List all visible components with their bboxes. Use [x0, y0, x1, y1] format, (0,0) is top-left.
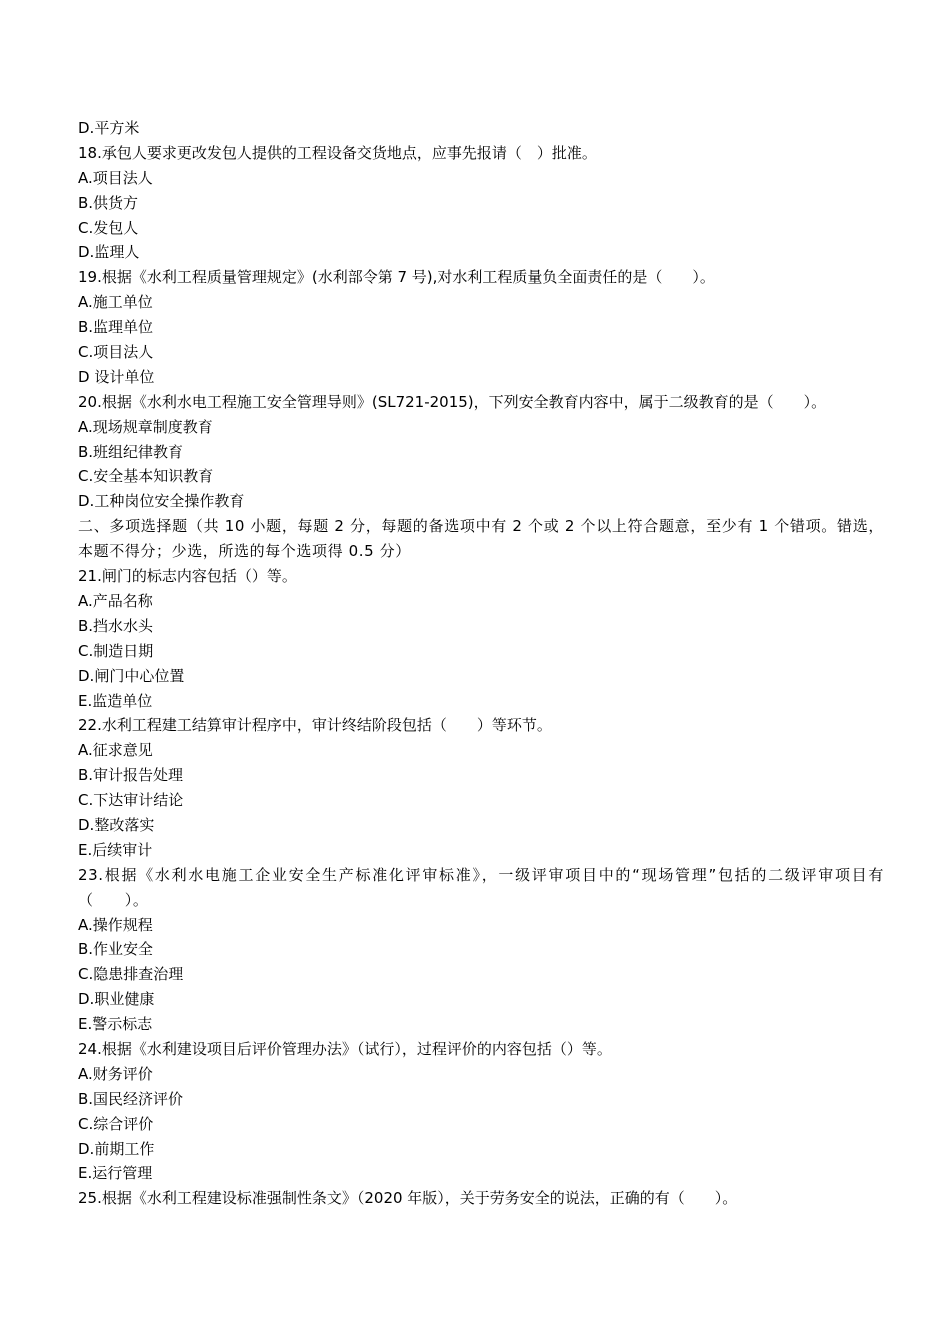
- q20-option-d: D.工种岗位安全操作教育: [78, 492, 245, 511]
- q22-option-e: E.后续审计: [78, 840, 153, 859]
- q21-option-b: B.挡水水头: [78, 616, 154, 635]
- q19-option-d: D 设计单位: [78, 367, 155, 386]
- q23-option-d: D.职业健康: [78, 990, 155, 1009]
- q24-option-b: B.国民经济评价: [78, 1089, 184, 1108]
- q23-option-a: A.操作规程: [78, 915, 153, 934]
- q20-option-a: A.现场规章制度教育: [78, 417, 213, 436]
- q24-option-c: C.综合评价: [78, 1114, 154, 1133]
- q23-option-b: B.作业安全: [78, 940, 154, 959]
- q21-option-e: E.监造单位: [78, 691, 153, 710]
- q23-option-c: C.隐患排查治理: [78, 965, 184, 984]
- q24-option-d: D.前期工作: [78, 1139, 155, 1158]
- q19-option-a: A.施工单位: [78, 293, 153, 312]
- q21-option-a: A.产品名称: [78, 591, 153, 610]
- q22-option-d: D.整改落实: [78, 815, 155, 834]
- q23-stem: 23.根据《水利水电施工企业安全生产标准化评审标准》，一级评审项目中的“现场管理”包括的二级评审项目有（ ）。: [78, 865, 884, 909]
- q21-stem: 21.闸门的标志内容包括（）等。: [78, 567, 297, 586]
- q20-stem: 20.根据《水利水电工程施工安全管理导则》(SL721-2015)，下列安全教育内容中，属于二级教育的是（ ）。: [78, 392, 827, 411]
- q17-option-d: D.平方米: [78, 119, 140, 137]
- q19-option-c: C.项目法人: [78, 343, 154, 362]
- q23-option-e: E.警示标志: [78, 1015, 153, 1034]
- document-page: [78, 116, 884, 1211]
- section-multiple-choice-heading: 二、多项选择题（共 10 小题，每题 2 分，每题的备选项中有 2 个或 2 个以上符合题意，至少有 1 个错项。错选，本题不得分；少选，所选的每个选项得 0.5 分）: [78, 517, 884, 561]
- q19-stem: 19.根据《水利工程质量管理规定》(水利部令第 7 号),对水利工程质量负全面责任的是（ ）。: [78, 268, 715, 287]
- q24-stem: 24.根据《水利建设项目后评价管理办法》（试行），过程评价的内容包括（）等。: [78, 1040, 612, 1059]
- q20-option-b: B.班组纪律教育: [78, 442, 184, 461]
- q21-option-c: C.制造日期: [78, 641, 154, 660]
- q21-option-d: D.闸门中心位置: [78, 666, 185, 685]
- q25-stem: 25.根据《水利工程建设标准强制性条文》（2020 年版），关于劳务安全的说法，正确的有（ ）。: [78, 1189, 738, 1208]
- q22-option-b: B.审计报告处理: [78, 766, 184, 785]
- q20-option-c: C.安全基本知识教育: [78, 467, 214, 486]
- q24-option-a: A.财务评价: [78, 1064, 153, 1083]
- q18-option-b: B.供货方: [78, 193, 139, 212]
- q18-option-c: C.发包人: [78, 218, 139, 237]
- q18-option-a: A.项目法人: [78, 168, 153, 187]
- q22-option-a: A.征求意见: [78, 741, 153, 760]
- q24-option-e: E.运行管理: [78, 1164, 153, 1183]
- q22-option-c: C.下达审计结论: [78, 791, 184, 810]
- q19-option-b: B.监理单位: [78, 318, 154, 337]
- q18-option-d: D.监理人: [78, 243, 140, 262]
- q22-stem: 22.水利工程建工结算审计程序中，审计终结阶段包括（ ）等环节。: [78, 716, 552, 735]
- q18-stem: 18.承包人要求更改发包人提供的工程设备交货地点，应事先报请（ ）批准。: [78, 143, 597, 162]
